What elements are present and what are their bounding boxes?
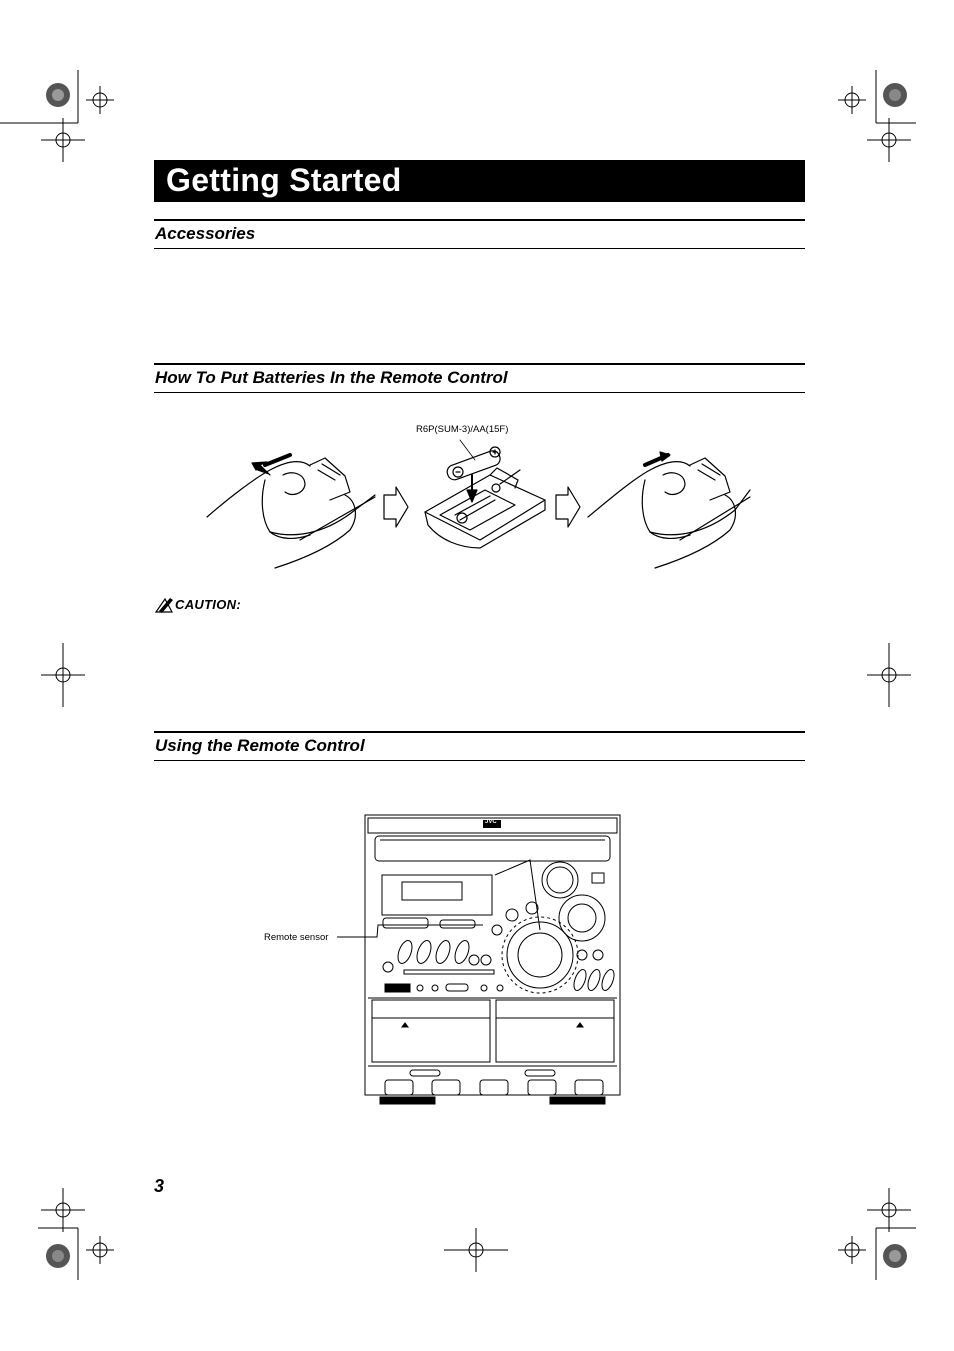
battery-type-label: R6P(SUM-3)/AA(15F)	[416, 424, 509, 435]
page-title: Getting Started	[166, 162, 402, 198]
caution-label: CAUTION:	[175, 597, 241, 612]
section-heading: How To Put Batteries In the Remote Control	[155, 368, 508, 387]
section-heading: Accessories	[155, 224, 256, 243]
remote-sensor-callout-line	[337, 925, 483, 937]
section-heading: Using the Remote Control	[155, 736, 365, 755]
remote-sensor-label: Remote sensor	[264, 932, 329, 943]
page-number: 3	[154, 1176, 165, 1196]
brand-logo-text: JVC	[485, 819, 497, 825]
